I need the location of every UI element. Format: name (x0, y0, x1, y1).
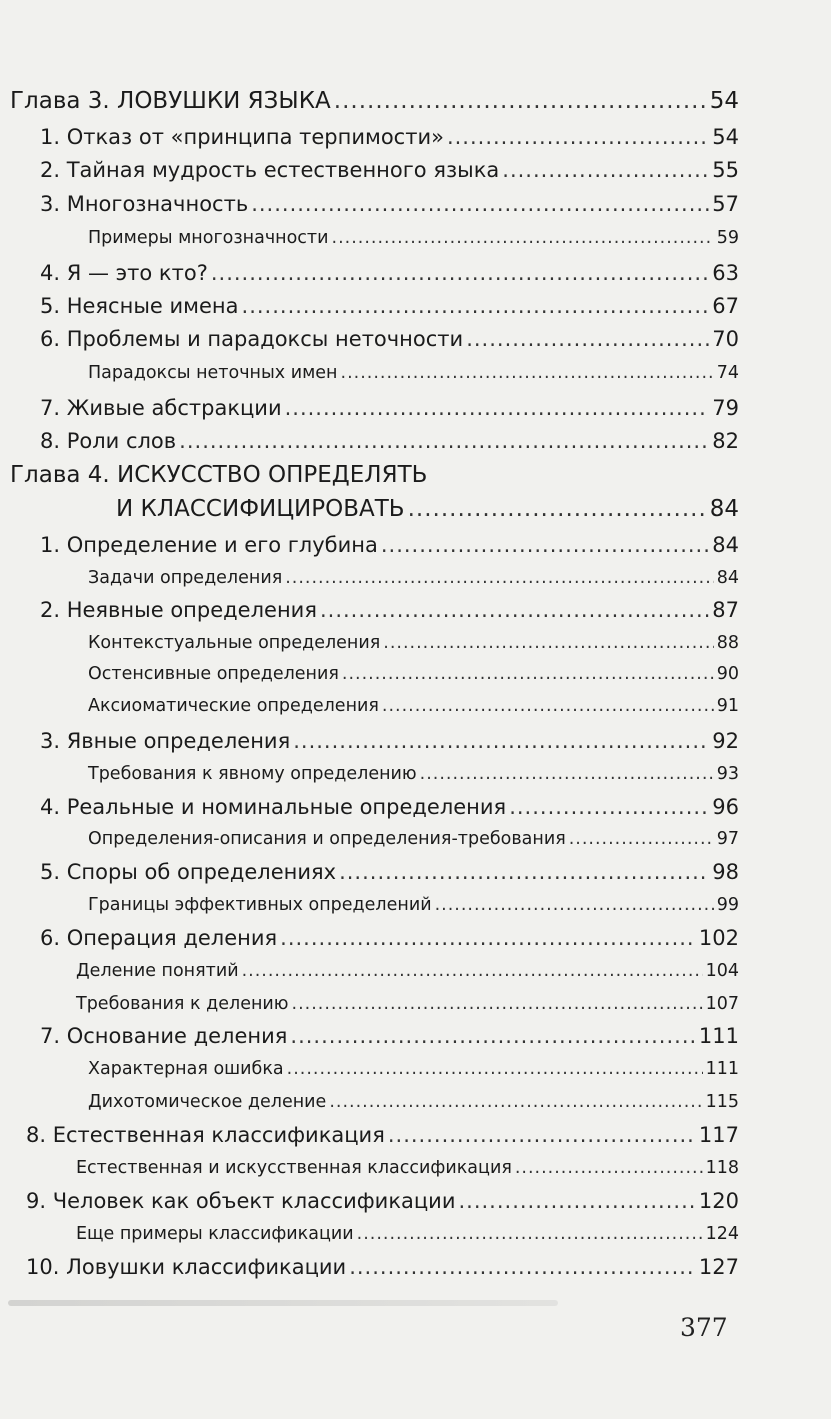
toc-entry-page: 67 (712, 294, 739, 318)
dot-leader (342, 666, 714, 684)
toc-subentry[interactable] (88, 698, 739, 716)
toc-entry-title: 4. Я — это кто? (40, 261, 208, 285)
page-number: 377 (680, 1313, 728, 1342)
toc-entry-page: 84 (716, 568, 739, 588)
toc-entry-title: Требования к явному определению (88, 764, 417, 784)
toc-entry-page: 57 (712, 192, 739, 216)
toc-entry-page: 98 (712, 860, 739, 884)
toc-entry[interactable] (40, 862, 739, 883)
toc-entry[interactable] (40, 194, 739, 215)
dot-leader (211, 263, 709, 284)
toc-entry-title: Остенсивные определения (88, 664, 339, 684)
toc-entry-title: Аксиоматические определения (88, 696, 379, 716)
toc-entry[interactable] (40, 535, 739, 556)
dot-leader (280, 928, 696, 949)
toc-entry-title: 6. Проблемы и парадоксы неточности (40, 327, 464, 351)
toc-entry-title: 3. Явные определения (40, 729, 291, 753)
toc-entry-title: Требования к делению (76, 994, 289, 1014)
toc-entry-page: 92 (712, 729, 739, 753)
toc-subentry[interactable] (76, 1226, 739, 1244)
toc-entry-title: Естественная и искусственная классификация (76, 1158, 512, 1178)
toc-entry[interactable] (40, 731, 739, 752)
dot-leader (420, 766, 714, 784)
toc-entry-page: 90 (716, 664, 739, 684)
toc-entry-page: 111 (705, 1059, 739, 1079)
toc-entry-title: Деление понятий (76, 961, 239, 981)
toc-entry-page: 127 (698, 1255, 739, 1279)
dot-leader (251, 194, 709, 215)
toc-entry-title: Дихотомическое деление (88, 1092, 327, 1112)
toc-entry-page: 88 (716, 633, 739, 653)
toc-entry[interactable] (26, 1125, 739, 1146)
toc-entry-title: Характерная ошибка (88, 1059, 284, 1079)
dot-leader (447, 127, 709, 148)
toc-entry[interactable] (40, 296, 739, 317)
dot-leader (502, 160, 709, 181)
dot-leader (509, 797, 709, 818)
toc-entry-title: 1. Определение и его глубина (40, 533, 378, 557)
toc-subentry[interactable] (76, 1160, 739, 1178)
dot-leader (349, 1257, 696, 1278)
toc-entry-title: И КЛАССИФИЦИРОВАТЬ (116, 496, 405, 522)
dot-leader (320, 600, 709, 621)
toc-entry[interactable] (40, 928, 739, 949)
toc-entry-title: 4. Реальные и номинальные определения (40, 795, 507, 819)
dot-leader (290, 1026, 696, 1047)
toc-entry-title: Парадоксы неточных имен (88, 363, 338, 383)
toc-entry-page: 55 (712, 158, 739, 182)
toc-entry-page: 84 (709, 496, 739, 522)
toc-entry-page: 104 (705, 961, 739, 981)
toc-subentry[interactable] (88, 635, 739, 653)
toc-entry-title: Еще примеры классификации (76, 1224, 354, 1244)
toc-entry-page: 97 (716, 829, 739, 849)
toc-entry-title: 8. Естественная классификация (26, 1123, 385, 1147)
toc-subentry[interactable] (88, 1061, 739, 1079)
toc-entry-page: 59 (716, 228, 739, 248)
dot-leader (466, 329, 709, 350)
toc-entry-chapter-4[interactable] (116, 498, 739, 521)
toc-entry[interactable] (26, 1191, 739, 1212)
toc-entry-title: Глава 3. ЛОВУШКИ ЯЗЫКА (10, 88, 331, 114)
toc-entry-title: 7. Живые абстракции (40, 396, 282, 420)
toc-entry-title: Определения-описания и определения-требования (88, 829, 566, 849)
toc-entry[interactable] (40, 398, 739, 419)
toc-entry[interactable] (40, 797, 739, 818)
toc-subentry[interactable] (88, 897, 739, 915)
dot-leader (292, 996, 703, 1014)
toc-entry-chapter-3[interactable] (10, 90, 739, 113)
chapter-4-heading[interactable]: Глава 4. ИСКУССТВО ОПРЕДЕЛЯТЬ (10, 462, 428, 488)
dot-leader (458, 1191, 695, 1212)
dot-leader (383, 635, 713, 653)
toc-entry-title: 1. Отказ от «принципа терпимости» (40, 125, 444, 149)
print-smudge (8, 1300, 558, 1306)
toc-entry-title: 2. Неявные определения (40, 598, 317, 622)
dot-leader (334, 90, 707, 113)
dot-leader (285, 398, 710, 419)
toc-entry-page: 107 (705, 994, 739, 1014)
toc-entry-title: 2. Тайная мудрость естественного языка (40, 158, 500, 182)
toc-entry-title: Контекстуальные определения (88, 633, 381, 653)
toc-entry-page: 54 (712, 125, 739, 149)
dot-leader (381, 535, 709, 556)
toc-entry-title: 9. Человек как объект классификации (26, 1189, 456, 1213)
dot-leader (329, 1094, 702, 1112)
toc-entry-title: Задачи определения (88, 568, 283, 588)
dot-leader (435, 897, 714, 915)
toc-entry-page: 96 (712, 795, 739, 819)
toc-entry-page: 120 (698, 1189, 739, 1213)
dot-leader (242, 963, 703, 981)
toc-entry[interactable] (26, 1257, 739, 1278)
toc-entry-page: 70 (712, 327, 739, 351)
dot-leader (357, 1226, 703, 1244)
toc-entry-page: 82 (712, 429, 739, 453)
dot-leader (569, 831, 714, 849)
toc-entry-title: 5. Споры об определениях (40, 860, 337, 884)
toc-entry[interactable] (40, 1026, 739, 1047)
dot-leader (179, 431, 709, 452)
toc-entry-page: 124 (705, 1224, 739, 1244)
toc-entry-page: 84 (712, 533, 739, 557)
dot-leader (515, 1160, 703, 1178)
toc-subentry[interactable] (76, 963, 739, 981)
dot-leader (339, 862, 709, 883)
toc-subentry[interactable] (88, 230, 739, 248)
toc-entry-page: 79 (712, 396, 739, 420)
toc-entry-page: 102 (698, 926, 739, 950)
toc-entry-title: Границы эффективных определений (88, 895, 432, 915)
toc-entry-page: 91 (716, 696, 739, 716)
toc-entry-page: 99 (716, 895, 739, 915)
toc-entry-title: 7. Основание деления (40, 1024, 288, 1048)
toc-entry[interactable] (40, 160, 739, 181)
toc-entry-page: 93 (716, 764, 739, 784)
toc-subentry[interactable] (88, 570, 739, 588)
toc-entry-title: 6. Операция деления (40, 926, 278, 950)
dot-leader (408, 498, 707, 521)
toc-entry-page: 63 (712, 261, 739, 285)
toc-entry-title: 8. Роли слов (40, 429, 177, 453)
toc-subentry[interactable] (88, 1094, 739, 1112)
dot-leader (332, 230, 714, 248)
toc-entry-page: 74 (716, 363, 739, 383)
toc-entry[interactable] (40, 600, 739, 621)
toc-entry-page: 87 (712, 598, 739, 622)
toc-entry-page: 54 (709, 88, 739, 114)
toc-entry-title: 3. Многозначность (40, 192, 249, 216)
toc-entry[interactable] (40, 329, 739, 350)
toc-subentry[interactable] (76, 996, 739, 1014)
toc-subentry[interactable] (88, 365, 739, 383)
dot-leader (285, 570, 713, 588)
toc-subentry[interactable] (88, 831, 739, 849)
toc-entry[interactable] (40, 263, 739, 284)
dot-leader (388, 1125, 696, 1146)
dot-leader (293, 731, 709, 752)
toc-entry-title: 10. Ловушки классификации (26, 1255, 347, 1279)
dot-leader (242, 296, 710, 317)
toc-entry[interactable] (40, 431, 739, 452)
toc-subentry[interactable] (88, 766, 739, 784)
toc-entry-page: 111 (698, 1024, 739, 1048)
toc-subentry[interactable] (88, 666, 739, 684)
toc-entry[interactable] (40, 127, 739, 148)
toc-entry-page: 117 (698, 1123, 739, 1147)
toc-entry-page: 115 (705, 1092, 739, 1112)
dot-leader (382, 698, 714, 716)
dot-leader (287, 1061, 703, 1079)
toc-entry-page: 118 (705, 1158, 739, 1178)
toc-entry-title: 5. Неясные имена (40, 294, 239, 318)
dot-leader (341, 365, 714, 383)
toc-entry-title: Примеры многозначности (88, 228, 329, 248)
